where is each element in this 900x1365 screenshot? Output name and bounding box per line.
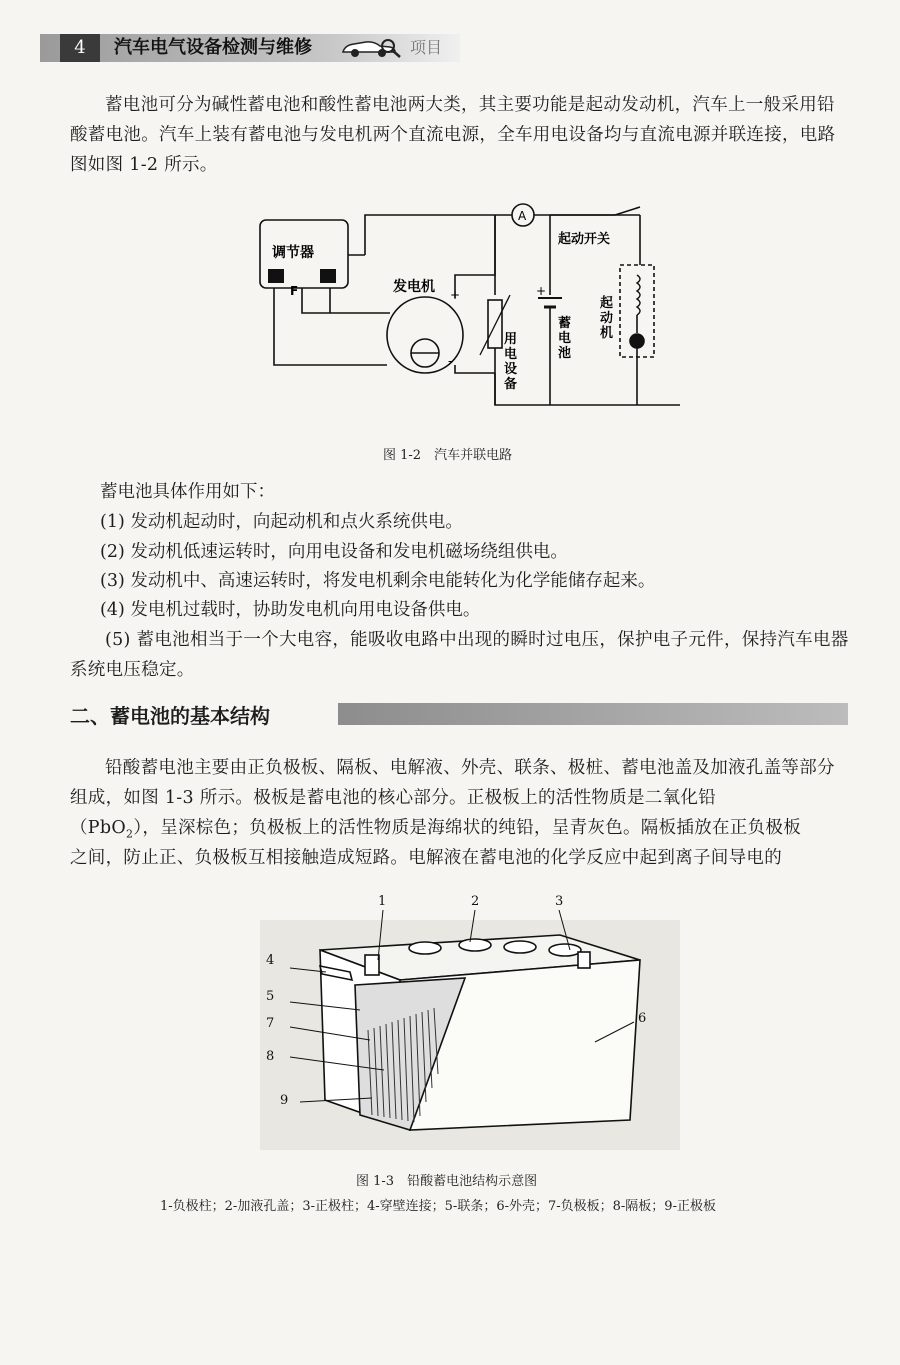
battery-part-number-1: 1 [378,894,387,909]
function-item-1: (1) 发动机起动时，向起动机和点火系统供电。 [100,512,463,532]
function-item-2: (2) 发动机低速运转时，向用电设备和发电机磁场绕组供电。 [100,542,568,562]
battery-structure-diagram [260,890,680,1160]
battery-part-number-5: 5 [266,989,275,1004]
figure-1-3-caption: 图 1-3 铅酸蓄电池结构示意图 [356,1174,538,1189]
section-2-title: 二、蓄电池的基本结构 [70,704,270,728]
book-title: 汽车电气设备检测与维修 [114,37,312,58]
label-load-2: 电 [504,347,518,362]
figure-1-2-caption: 图 1-2 汽车并联电路 [383,448,513,463]
section-2-paragraph-c: 之间，防止正、负极板互相接触造成短路。电解液在蓄电池的化学反应中起到离子间导电的 [70,848,782,868]
pbo2-prefix: （PbO [70,818,127,838]
battery-part-number-2: 2 [471,894,480,909]
intro-paragraph: 蓄电池可分为碱性蓄电池和酸性蓄电池两大类，其主要功能是起动发动机，汽车上一般采用铅酸蓄电池。汽车上装有蓄电池与发电机两个直流电源，全车用电设备均与直流电源并联连接，电路图如图 1-2 所示。 [70,95,836,175]
battery-part-number-8: 8 [266,1049,275,1064]
battery-part-number-7: 7 [266,1016,275,1031]
functions-intro: 蓄电池具体作用如下： [100,482,275,502]
label-regulator: 调节器 [272,245,314,261]
label-load-4: 备 [504,377,518,392]
label-starter-switch: 起动开关 [558,232,611,247]
regulator-terminal-right [320,269,336,283]
car-magnifier-icon [340,37,404,59]
pbo2-subscript: 2 [126,827,134,841]
page-number: 4 [60,34,100,62]
battery-part-number-6: 6 [638,1011,647,1026]
label-battery-1: 蓄 [558,316,572,331]
parallel-circuit-diagram [240,195,680,435]
function-item-4: (4) 发电机过载时，协助发电机向用电设备供电。 [100,600,481,620]
figure-1-3-legend: 1-负极柱；2-加液孔盖；3-正极柱；4-穿壁连接；5-联条；6-外壳；7-负极板；8-隔板；9-正极板 [160,1199,716,1214]
section-title-bar [338,703,848,725]
function-item-5: (5) 蓄电池相当于一个大电容，能吸收电路中出现的瞬时过电压，保护电子元件，保持汽车电器系统电压稳定。 [70,630,849,680]
pbo2-rest: ），呈深棕色；负极板上的活性物质是海绵状的纯铅，呈青灰色。隔板插放在正负极板 [133,818,801,838]
label-starter-1: 起 [600,296,614,311]
label-terminal-f: F [290,284,299,298]
label-ammeter: A [518,209,527,223]
header-tail: 项目 [410,38,443,57]
label-generator: 发电机 [393,279,435,295]
label-battery-2: 电 [558,331,572,346]
label-plus-battery: + [536,284,547,298]
function-item-3: (3) 发动机中、高速运转时，将发电机剩余电能转化为化学能储存起来。 [100,571,656,591]
label-minus: - [448,354,453,368]
regulator-terminal-left [268,269,284,283]
battery-part-number-3: 3 [555,894,564,909]
label-starter-3: 机 [600,326,614,341]
label-load-1: 用 [504,332,518,347]
battery-part-number-4: 4 [266,953,275,968]
battery-part-number-9: 9 [280,1093,289,1108]
label-load-3: 设 [504,362,518,377]
page-header [40,34,460,62]
label-battery-3: 池 [558,346,572,361]
label-starter-2: 动 [600,311,614,326]
label-plus-generator: + [450,288,461,302]
section-2-paragraph-a: 铅酸蓄电池主要由正负极板、隔板、电解液、外壳、联条、极桩、蓄电池盖及加液孔盖等部分组成，如图 1-3 所示。极板是蓄电池的核心部分。正极板上的活性物质是二氧化铅 [70,758,835,808]
